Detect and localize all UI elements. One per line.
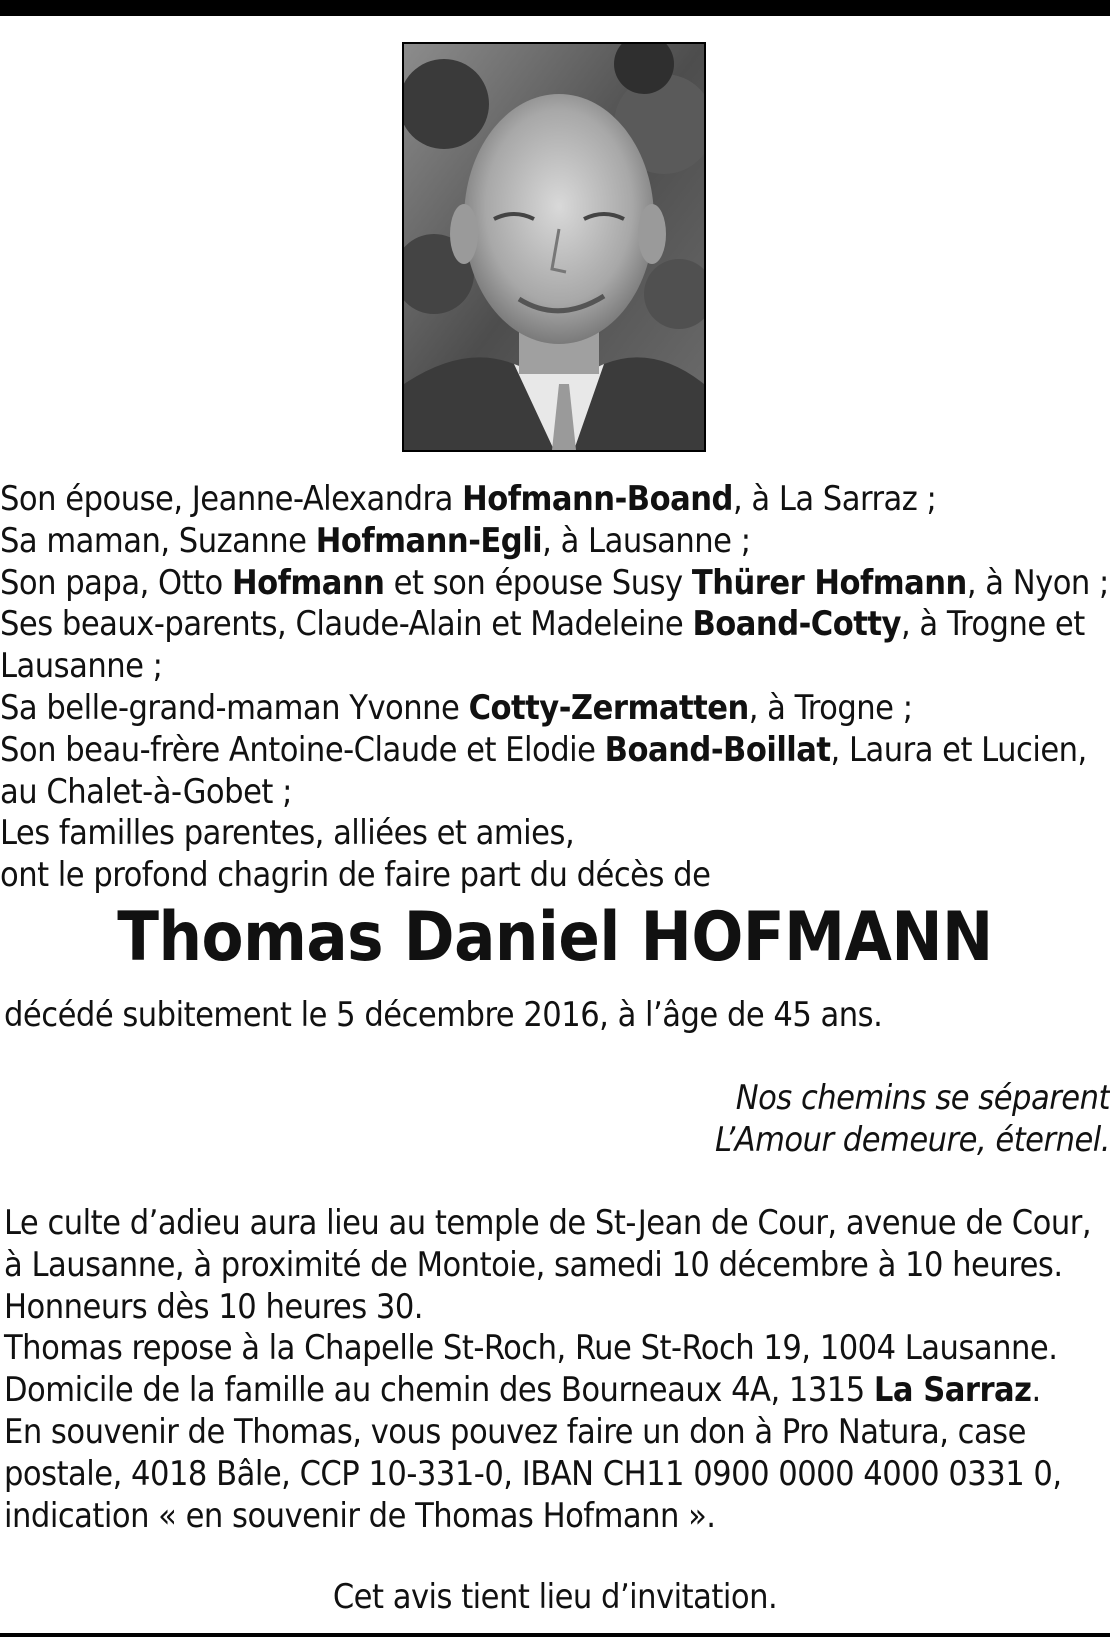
quote-line-1: Nos chemins se séparent	[735, 1078, 1110, 1118]
service-line-4: Thomas repose à la Chapelle St-Roch, Rue St-Roch 19, 1004 Lausanne.	[4, 1328, 1058, 1369]
top-border-rule	[0, 0, 1110, 16]
service-line-3: Honneurs dès 10 heures 30.	[4, 1286, 423, 1327]
family-line-announcement: ont le profond chagrin de faire part du décès de	[0, 855, 711, 896]
service-line-5: Domicile de la famille au chemin des Bourneaux 4A, 1315 La Sarraz.	[4, 1370, 1041, 1411]
service-line-6: En souvenir de Thomas, vous pouvez faire un don à Pro Natura, case	[4, 1411, 1026, 1452]
family-line-mother: Sa maman, Suzanne Hofmann-Egli, à Lausanne ;	[0, 520, 751, 561]
family-announcement	[0, 479, 1110, 897]
bottom-border-rule	[0, 1633, 1110, 1637]
service-line-8: indication « en souvenir de Thomas Hofmann ».	[4, 1495, 716, 1536]
family-line-in-laws: Ses beaux-parents, Claude-Alain et Madeleine Boand-Cotty, à Trogne et	[0, 604, 1085, 645]
family-line-in-laws-cont: Lausanne ;	[0, 646, 163, 687]
service-line-2: à Lausanne, à proximité de Montoie, samedi 10 décembre à 10 heures.	[4, 1244, 1063, 1285]
family-line-grandmother: Sa belle-grand-maman Yvonne Cotty-Zermatten, à Trogne ;	[0, 687, 913, 728]
family-line-spouse: Son épouse, Jeanne-Alexandra Hofmann-Boand, à La Sarraz ;	[0, 479, 937, 519]
closing-note: Cet avis tient lieu d’invitation.	[332, 1577, 778, 1617]
family-line-relatives: Les familles parentes, alliées et amies,	[0, 813, 575, 854]
family-line-father: Son papa, Otto Hofmann et son épouse Susy Thürer Hofmann, à Nyon ;	[0, 562, 1109, 603]
family-line-brother-in-law: Son beau-frère Antoine-Claude et Elodie Boand-Boillat, Laura et Lucien,	[0, 729, 1087, 770]
service-details	[4, 1203, 1110, 1537]
service-line-1: Le culte d’adieu aura lieu au temple de St-Jean de Cour, avenue de Cour,	[4, 1203, 1092, 1243]
memorial-quote	[715, 1077, 1110, 1161]
family-line-brother-in-law-cont: au Chalet-à-Gobet ;	[0, 771, 292, 812]
service-line-7: postale, 4018 Bâle, CCP 10-331-0, IBAN CH11 0900 0000 4000 0331 0,	[4, 1453, 1062, 1494]
quote-line-2: L’Amour demeure, éternel.	[715, 1120, 1110, 1160]
portrait-photo	[402, 42, 706, 452]
death-date-line: décédé subitement le 5 décembre 2016, à l’âge de 45 ans.	[4, 995, 883, 1035]
deceased-name: Thomas Daniel HOFMANN	[117, 898, 993, 977]
